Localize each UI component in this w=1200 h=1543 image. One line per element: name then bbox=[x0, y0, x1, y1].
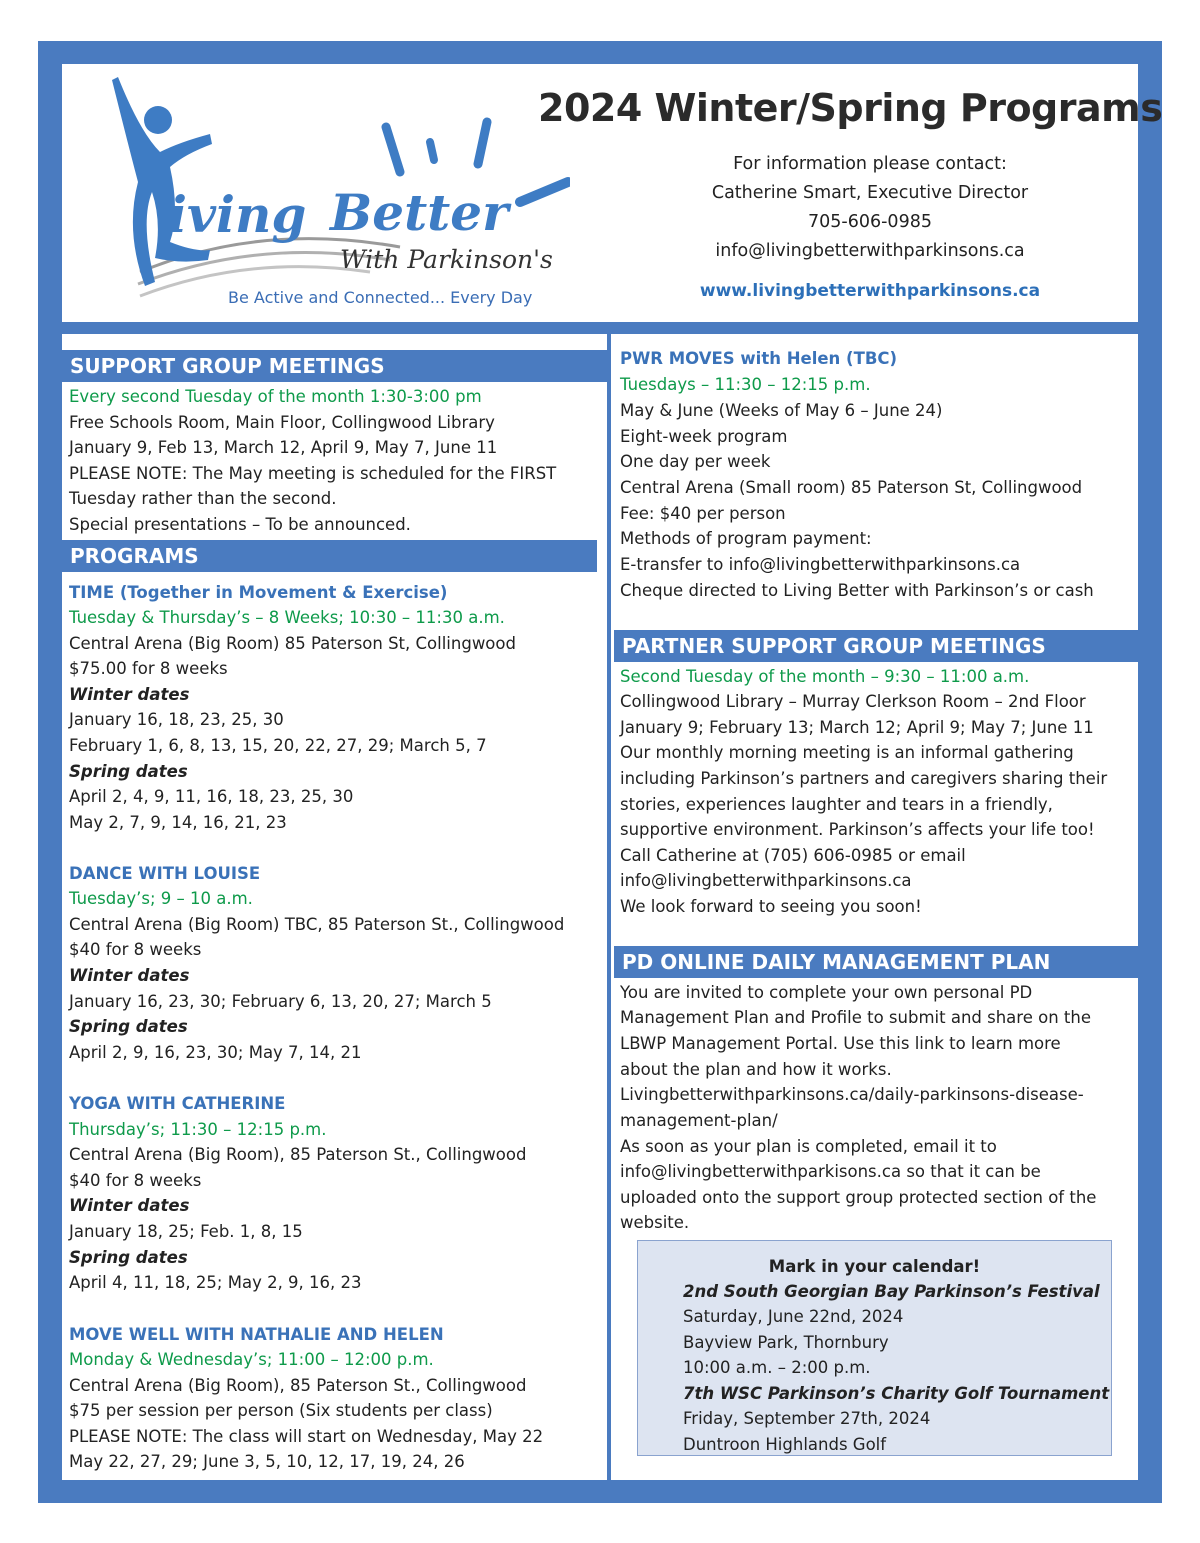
contact-email[interactable]: info@livingbetterwithparkinsons.ca bbox=[715, 241, 1025, 261]
partner-line: including Parkinson’s partners and caregivers sharing their bbox=[620, 769, 1108, 788]
dance-location: Central Arena (Big Room) TBC, 85 Paterson St., Collingwood bbox=[69, 915, 565, 934]
partner-support-heading: PARTNER SUPPORT GROUP MEETINGS bbox=[614, 630, 1138, 662]
support-group-line: January 9, Feb 13, March 12, April 9, May 7, June 11 bbox=[69, 438, 498, 457]
pwr-schedule: Tuesdays – 11:30 – 12:15 p.m. bbox=[620, 375, 871, 394]
pd-online-line: about the plan and how it works. bbox=[620, 1060, 892, 1079]
website-link[interactable]: www.livingbetterwithparkinsons.ca bbox=[699, 281, 1041, 301]
move-well-line: Central Arena (Big Room), 85 Paterson St., Collingwood bbox=[69, 1376, 527, 1395]
pwr-line: May & June (Weeks of May 6 – June 24) bbox=[620, 401, 943, 420]
pd-online-line: website. bbox=[620, 1213, 690, 1232]
support-group-line: Tuesday rather than the second. bbox=[69, 489, 337, 508]
partner-line: We look forward to seeing you soon! bbox=[620, 897, 922, 916]
calendar-event-date: Saturday, June 22nd, 2024 bbox=[683, 1307, 904, 1326]
pwr-line: Eight-week program bbox=[620, 427, 788, 446]
logo-brand-sub: With Parkinson's bbox=[340, 245, 553, 274]
calendar-event-place: Bayview Park, Thornbury bbox=[683, 1333, 889, 1352]
pd-online-line: LBWP Management Portal. Use this link to learn more bbox=[620, 1034, 1061, 1053]
pd-online-email[interactable]: info@livingbetterwithparkisons.ca so that it can be bbox=[620, 1162, 1041, 1181]
logo-ray bbox=[478, 122, 487, 164]
pd-online-line: As soon as your plan is completed, email it to bbox=[620, 1137, 997, 1156]
support-group-heading: SUPPORT GROUP MEETINGS bbox=[62, 350, 607, 382]
pwr-line: Central Arena (Small room) 85 Paterson St, Collingwood bbox=[620, 478, 1083, 497]
pwr-line: E-transfer to info@livingbetterwithparkinsons.ca bbox=[620, 555, 1021, 574]
move-well-line: May 22, 27, 29; June 3, 5, 10, 12, 17, 19, 24, 26 bbox=[69, 1452, 465, 1471]
time-title: TIME (Together in Movement & Exercise) bbox=[69, 583, 448, 602]
tagline: Be Active and Connected... Every Day bbox=[228, 288, 533, 307]
move-well-line: $75 per session per person (Six students per class) bbox=[69, 1401, 493, 1420]
partner-line: supportive environment. Parkinson’s affects your life too! bbox=[620, 820, 1095, 839]
yoga-fee: $40 for 8 weeks bbox=[69, 1171, 202, 1190]
programs-heading: PROGRAMS bbox=[62, 540, 597, 572]
yoga-spring-dates: April 4, 11, 18, 25; May 2, 9, 16, 23 bbox=[69, 1273, 362, 1292]
yoga-winter-label: Winter dates bbox=[69, 1196, 190, 1215]
support-group-line: Special presentations – To be announced. bbox=[69, 515, 411, 534]
time-winter-dates: February 1, 6, 8, 13, 15, 20, 22, 27, 29; March 5, 7 bbox=[69, 736, 487, 755]
calendar-event-time: 10:00 a.m. – 2:00 p.m. bbox=[683, 1358, 871, 1377]
column-divider bbox=[607, 334, 611, 1480]
dance-title: DANCE WITH LOUISE bbox=[69, 864, 261, 883]
dance-winter-label: Winter dates bbox=[69, 966, 190, 985]
contact-line: 705-606-0985 bbox=[808, 212, 932, 232]
yoga-spring-label: Spring dates bbox=[69, 1248, 188, 1267]
logo-figure-head bbox=[144, 106, 172, 134]
logo-brand-word2: Better bbox=[330, 183, 509, 242]
yoga-location: Central Arena (Big Room), 85 Paterson St., Collingwood bbox=[69, 1145, 527, 1164]
calendar-event-place: Duntroon Highlands Golf bbox=[683, 1435, 887, 1454]
pd-online-line: Management Plan and Profile to submit and share on the bbox=[620, 1008, 1091, 1027]
time-schedule: Tuesday & Thursday’s – 8 Weeks; 10:30 – 11:30 a.m. bbox=[69, 608, 505, 627]
pwr-line: Methods of program payment: bbox=[620, 529, 872, 548]
move-well-schedule: Monday & Wednesday’s; 11:00 – 12:00 p.m. bbox=[69, 1350, 434, 1369]
time-winter-label: Winter dates bbox=[69, 685, 190, 704]
dance-winter-dates: January 16, 23, 30; February 6, 13, 20, 27; March 5 bbox=[69, 992, 492, 1011]
time-winter-dates: January 16, 18, 23, 25, 30 bbox=[69, 710, 284, 729]
dance-schedule: Tuesday’s; 9 – 10 a.m. bbox=[69, 889, 253, 908]
partner-line: Collingwood Library – Murray Clerkson Room – 2nd Floor bbox=[620, 692, 1086, 711]
yoga-title: YOGA WITH CATHERINE bbox=[69, 1094, 286, 1113]
time-spring-label: Spring dates bbox=[69, 762, 188, 781]
pwr-line: Fee: $40 per person bbox=[620, 504, 786, 523]
living-better-logo bbox=[100, 72, 570, 317]
support-group-line: Free Schools Room, Main Floor, Collingwood Library bbox=[69, 413, 495, 432]
support-group-line: PLEASE NOTE: The May meeting is scheduled for the FIRST bbox=[69, 464, 557, 483]
time-fee: $75.00 for 8 weeks bbox=[69, 659, 228, 678]
partner-line: stories, experiences laughter and tears in a friendly, bbox=[620, 795, 1053, 814]
partner-schedule: Second Tuesday of the month – 9:30 – 11:00 a.m. bbox=[620, 667, 1030, 686]
move-well-title: MOVE WELL WITH NATHALIE AND HELEN bbox=[69, 1325, 444, 1344]
logo-ray bbox=[430, 142, 434, 160]
yoga-schedule: Thursday’s; 11:30 – 12:15 p.m. bbox=[69, 1120, 327, 1139]
partner-line: Call Catherine at (705) 606-0985 or email bbox=[620, 846, 966, 865]
pwr-line: One day per week bbox=[620, 452, 771, 471]
pd-online-line: You are invited to complete your own personal PD bbox=[620, 983, 1033, 1002]
logo-ray bbox=[386, 127, 400, 172]
time-location: Central Arena (Big Room) 85 Paterson St, Collingwood bbox=[69, 634, 516, 653]
contact-info bbox=[660, 150, 1080, 266]
calendar-event-title: 2nd South Georgian Bay Parkinson’s Festival bbox=[683, 1282, 1100, 1301]
pd-online-heading: PD ONLINE DAILY MANAGEMENT PLAN bbox=[614, 946, 1138, 978]
calendar-heading: Mark in your calendar! bbox=[768, 1257, 981, 1276]
pwr-title: PWR MOVES with Helen (TBC) bbox=[620, 349, 898, 368]
calendar-event-date: Friday, September 27th, 2024 bbox=[683, 1409, 931, 1428]
dance-spring-label: Spring dates bbox=[69, 1017, 188, 1036]
time-spring-dates: May 2, 7, 9, 14, 16, 21, 23 bbox=[69, 813, 287, 832]
page-title: 2024 Winter/Spring Programs bbox=[538, 86, 1163, 130]
partner-line: January 9; February 13; March 12; April 9; May 7; June 11 bbox=[620, 718, 1094, 737]
partner-line: Our monthly morning meeting is an informal gathering bbox=[620, 743, 1074, 762]
contact-line: For information please contact: bbox=[733, 154, 1007, 174]
dance-spring-dates: April 2, 9, 16, 23, 30; May 7, 14, 21 bbox=[69, 1043, 362, 1062]
dance-fee: $40 for 8 weeks bbox=[69, 940, 202, 959]
support-group-schedule: Every second Tuesday of the month 1:30-3:00 pm bbox=[69, 387, 482, 406]
logo-brand-word1: iving bbox=[168, 185, 307, 244]
move-well-line: PLEASE NOTE: The class will start on Wednesday, May 22 bbox=[69, 1427, 544, 1446]
time-spring-dates: April 2, 4, 9, 11, 16, 18, 23, 25, 30 bbox=[69, 787, 354, 806]
pwr-line: Cheque directed to Living Better with Parkinson’s or cash bbox=[620, 581, 1094, 600]
partner-email[interactable]: info@livingbetterwithparkinsons.ca bbox=[620, 871, 912, 890]
contact-line: Catherine Smart, Executive Director bbox=[711, 183, 1029, 203]
pd-online-line: uploaded onto the support group protected section of the bbox=[620, 1188, 1097, 1207]
yoga-winter-dates: January 18, 25; Feb. 1, 8, 15 bbox=[69, 1222, 303, 1241]
calendar-event-title: 7th WSC Parkinson’s Charity Golf Tournament bbox=[683, 1384, 1110, 1403]
pd-online-link[interactable]: Livingbetterwithparkinsons.ca/daily-parkinsons-disease- bbox=[620, 1085, 1084, 1104]
logo-ray bbox=[520, 182, 568, 202]
pd-online-link[interactable]: management-plan/ bbox=[620, 1111, 778, 1130]
